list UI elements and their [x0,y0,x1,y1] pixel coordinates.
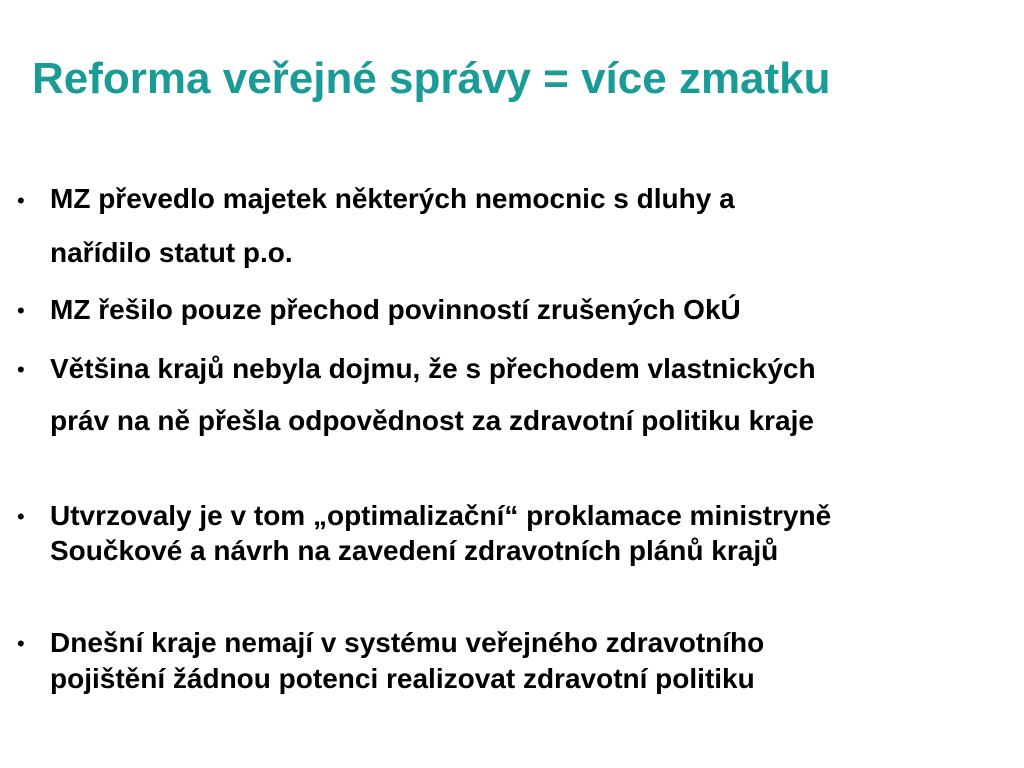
slide-title: Reforma veřejné správy = více zmatku [32,54,831,103]
bullet-icon: • [17,298,25,323]
bullet-text [50,172,1020,280]
bullet-text [50,498,1020,568]
bullet-line: Součkové a návrh na zavedení zdravotních plánů krajů [50,535,779,566]
bullet-text [50,290,1020,330]
bullet-icon: • [17,357,25,382]
bullet-line: nařídilo statut p.o. [50,237,293,268]
bullet-line: pojištění žádnou potenci realizovat zdravotní politiku [50,663,755,694]
bullet-text [50,343,1020,447]
bullet-icon: • [17,631,25,656]
bullet-line: Většina krajů nebyla dojmu, že s přechodem vlastnických [50,353,816,384]
bullet-line: Dnešní kraje nemají v systému veřejného zdravotního [50,627,765,658]
bullet-line: Utvrzovaly je v tom „optimalizační“ proklamace ministryně [50,500,832,531]
bullet-text [50,625,1020,697]
bullet-line: MZ řešilo pouze přechod povinností zrušených OkÚ [50,294,741,325]
bullet-line: MZ převedlo majetek některých nemocnic s dluhy a [50,183,735,214]
bullet-line: práv na ně přešla odpovědnost za zdravotní politiku kraje [50,405,814,436]
bullet-icon: • [17,188,25,213]
bullet-icon: • [17,504,25,529]
